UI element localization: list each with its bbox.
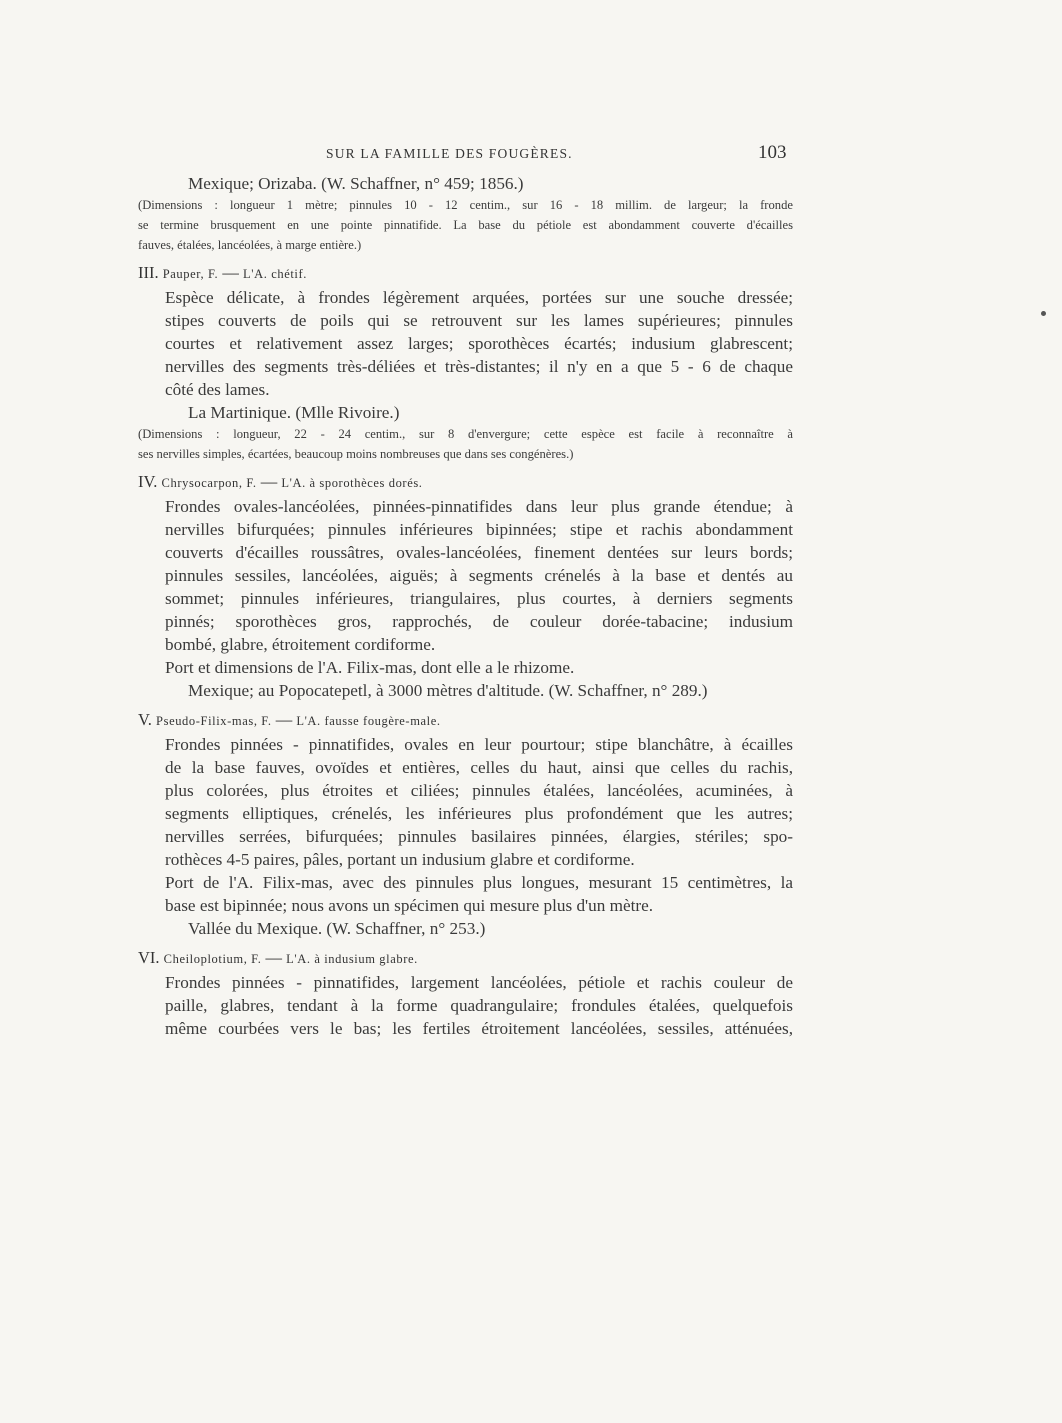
- text-line: Frondes ovales-lancéolées, pinnées-pinnatifides dans leur plus grande étendue; à: [165, 497, 793, 516]
- text-line: de la base fauves, ovoïdes et entières, celles du haut, ainsi que celles du rachis,: [165, 758, 793, 777]
- section-number: III.: [138, 263, 159, 282]
- common-name: L'A. à indusium glabre.: [286, 952, 418, 966]
- text-line: Espèce délicate, à frondes légèrement arquées, portées sur une souche dressée;: [165, 288, 793, 307]
- species-description: [138, 971, 793, 1040]
- running-header: SUR LA FAMILLE DES FOUGÈRES.: [326, 146, 573, 161]
- text-line: nervilles des segments très-déliées et très-distantes; il n'y en a que 5 - 6 de chaque: [165, 357, 793, 376]
- note-line: (Dimensions : longueur, 22 - 24 centim., sur 8 d'envergure; cette espèce est facile à reconnaître à: [138, 427, 793, 441]
- section-number: VI.: [138, 948, 160, 967]
- dimensions-note: [138, 424, 793, 464]
- locality-line: Vallée du Mexique. (W. Schaffner, n° 253.): [188, 919, 486, 938]
- species-name: Chrysocarpon, F.: [161, 476, 257, 490]
- text-line: bombé, glabre, étroitement cordiforme.: [165, 635, 436, 654]
- note-line: (Dimensions : longueur 1 mètre; pinnules 10 - 12 centim., sur 16 - 18 millim. de largeur; la fronde: [138, 198, 793, 212]
- text-line: même courbées vers le bas; les fertiles étroitement lancéolées, sessiles, atténuées,: [165, 1019, 793, 1038]
- species-name: Cheiloplotium, F.: [163, 952, 262, 966]
- section-number: IV.: [138, 472, 158, 491]
- text-line: nervilles bifurquées; pinnules inférieures bipinnées; stipe et rachis abondamment: [165, 520, 793, 539]
- text-line: paille, glabres, tendant à la forme quadrangulaire; frondules étalées, quelquefois: [165, 996, 793, 1015]
- text-line: plus colorées, plus étroites et ciliées; pinnules étalées, lancéolées, acuminées, à: [165, 781, 793, 800]
- text-line: côté des lames.: [165, 380, 270, 399]
- species-heading: [138, 708, 793, 733]
- species-description: [138, 495, 793, 656]
- port-line: Port de l'A. Filix-mas, avec des pinnules plus longues, mesurant 15 centimètres, la: [165, 873, 793, 892]
- text-line: nervilles serrées, bifurquées; pinnules basilaires pinnées, élargies, stériles; spo-: [165, 827, 793, 846]
- text-line: segments elliptiques, crénelés, les inférieures plus profondément que les autres;: [165, 804, 793, 823]
- text-line: stipes couverts de poils qui se retrouvent sur les lames supérieures; pinnules: [165, 311, 793, 330]
- species-name: Pseudo-Filix-mas, F.: [156, 714, 272, 728]
- text-line: pinnés; sporothèces gros, rapprochés, de couleur dorée-tabacine; indusium: [165, 612, 793, 631]
- note-line: se termine brusquement en une pointe pinnatifide. La base du pétiole est abondamment couverte d'écailles: [138, 218, 793, 232]
- text-line: couverts d'écailles roussâtres, ovales-lancéolées, finement dentées sur leurs bords;: [165, 543, 793, 562]
- text-line: Frondes pinnées - pinnatifides, largement lancéolées, pétiole et rachis couleur de: [165, 973, 793, 992]
- page-number: 103: [758, 142, 787, 163]
- page-body: [138, 172, 793, 1040]
- species-heading: [138, 946, 793, 971]
- text-line: courtes et relativement assez larges; sporothèces écartés; indusium glabrescent;: [165, 334, 793, 353]
- common-name: L'A. chétif.: [243, 267, 307, 281]
- species-heading: [138, 470, 793, 495]
- common-name: L'A. fausse fougère-male.: [296, 714, 441, 728]
- species-heading: [138, 261, 793, 286]
- text-line: rothèces 4-5 paires, pâles, portant un indusium glabre et cordiforme.: [165, 850, 635, 869]
- locality-line: Mexique; au Popocatepetl, à 3000 mètres d'altitude. (W. Schaffner, n° 289.): [188, 681, 708, 700]
- port-line: base est bipinnée; nous avons un spécimen qui mesure plus d'un mètre.: [165, 896, 654, 915]
- common-name: L'A. à sporothèces dorés.: [281, 476, 423, 490]
- heading-dash: —: [222, 263, 239, 282]
- port-line: Port et dimensions de l'A. Filix-mas, dont elle a le rhizome.: [165, 658, 575, 677]
- dimensions-note: [138, 195, 793, 255]
- section-number: V.: [138, 710, 152, 729]
- text-line: sommet; pinnules inférieures, triangulaires, plus courtes, à derniers segments: [165, 589, 793, 608]
- text-line: Frondes pinnées - pinnatifides, ovales en leur pourtour; stipe blanchâtre, à écailles: [165, 735, 793, 754]
- note-line: ses nervilles simples, écartées, beaucoup moins nombreuses que dans ses congénères.): [138, 447, 574, 461]
- species-description: [138, 733, 793, 871]
- note-line: fauves, étalées, lancéolées, à marge entière.): [138, 238, 362, 252]
- species-description: [138, 286, 793, 401]
- heading-dash: —: [265, 948, 283, 967]
- page-speck: [1041, 311, 1046, 316]
- locality-line: La Martinique. (Mlle Rivoire.): [188, 403, 400, 422]
- text-line: pinnules sessiles, lancéolées, aiguës; à segments crénelés à la base et dentés au: [165, 566, 793, 585]
- heading-dash: —: [275, 710, 293, 729]
- heading-dash: —: [260, 472, 278, 491]
- locality-line: Mexique; Orizaba. (W. Schaffner, n° 459; 1856.): [188, 174, 524, 193]
- port-paragraph: [138, 871, 793, 917]
- species-name: Pauper, F.: [162, 267, 219, 281]
